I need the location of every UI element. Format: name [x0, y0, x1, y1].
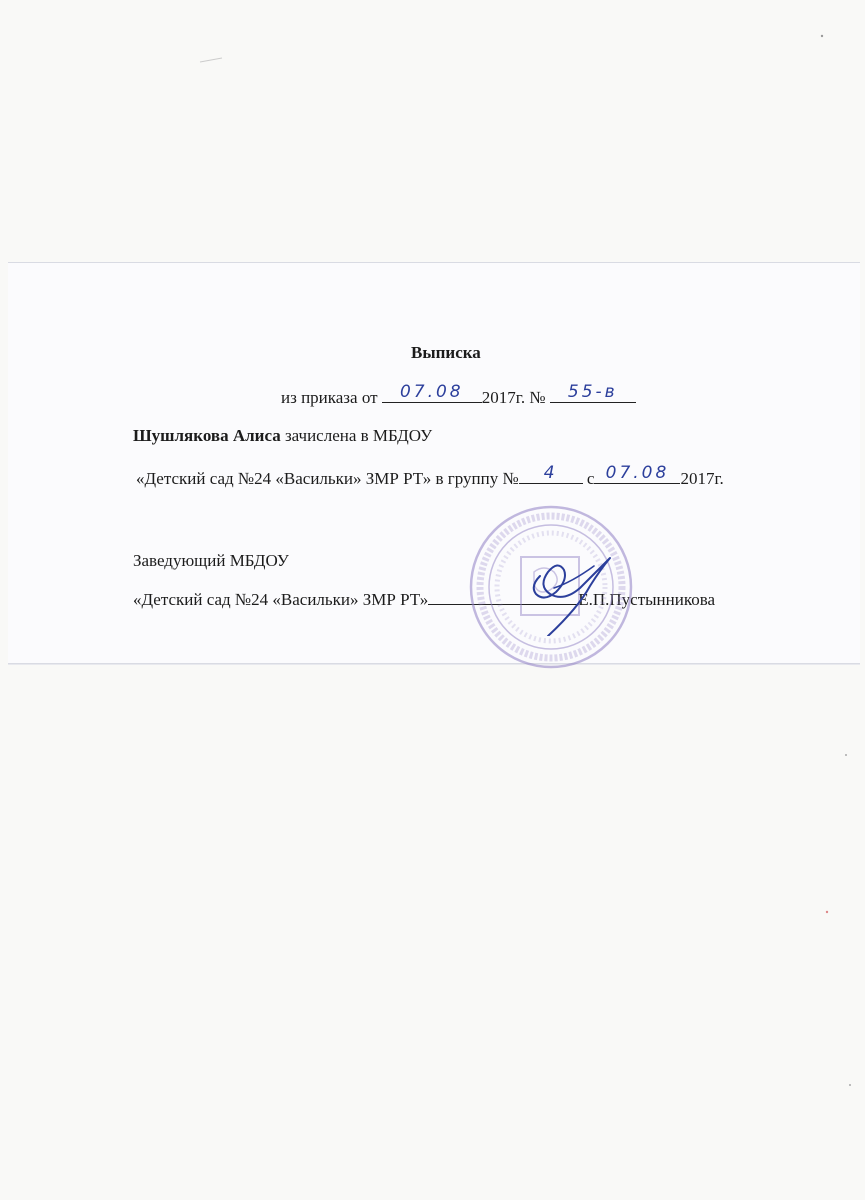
- from-date-field: [594, 463, 680, 484]
- student-line: [133, 426, 432, 446]
- head-title: Заведующий МБДОУ: [133, 551, 289, 570]
- document-title: Выписка: [411, 343, 481, 362]
- student-name: Шушлякова Алиса: [133, 426, 281, 445]
- order-prefix: из приказа от: [281, 388, 378, 407]
- order-year: 2017г. №: [481, 388, 546, 407]
- group-number-field: [519, 463, 583, 484]
- order-number-handwritten: 55-в: [567, 382, 618, 402]
- from-date-handwritten: 07.08: [605, 463, 670, 483]
- institution-group-text: «Детский сад №24 «Васильки» ЗМР РТ» в группу №: [136, 469, 519, 488]
- head-name: Е.П.Пустынникова: [578, 590, 716, 609]
- group-number-handwritten: 4: [543, 463, 558, 483]
- from-label: с: [586, 469, 595, 488]
- head-institution: «Детский сад №24 «Васильки» ЗМР РТ»: [133, 590, 429, 609]
- handwritten-signature: [510, 536, 620, 636]
- order-number-field: [550, 382, 636, 403]
- from-year: 2017г.: [680, 469, 724, 488]
- enrolled-text: зачислена в МБДОУ: [284, 426, 433, 445]
- order-date-handwritten: 07.08: [399, 382, 464, 402]
- order-date-field: [382, 382, 482, 403]
- order-line: [281, 382, 636, 408]
- institution-line: [136, 463, 724, 489]
